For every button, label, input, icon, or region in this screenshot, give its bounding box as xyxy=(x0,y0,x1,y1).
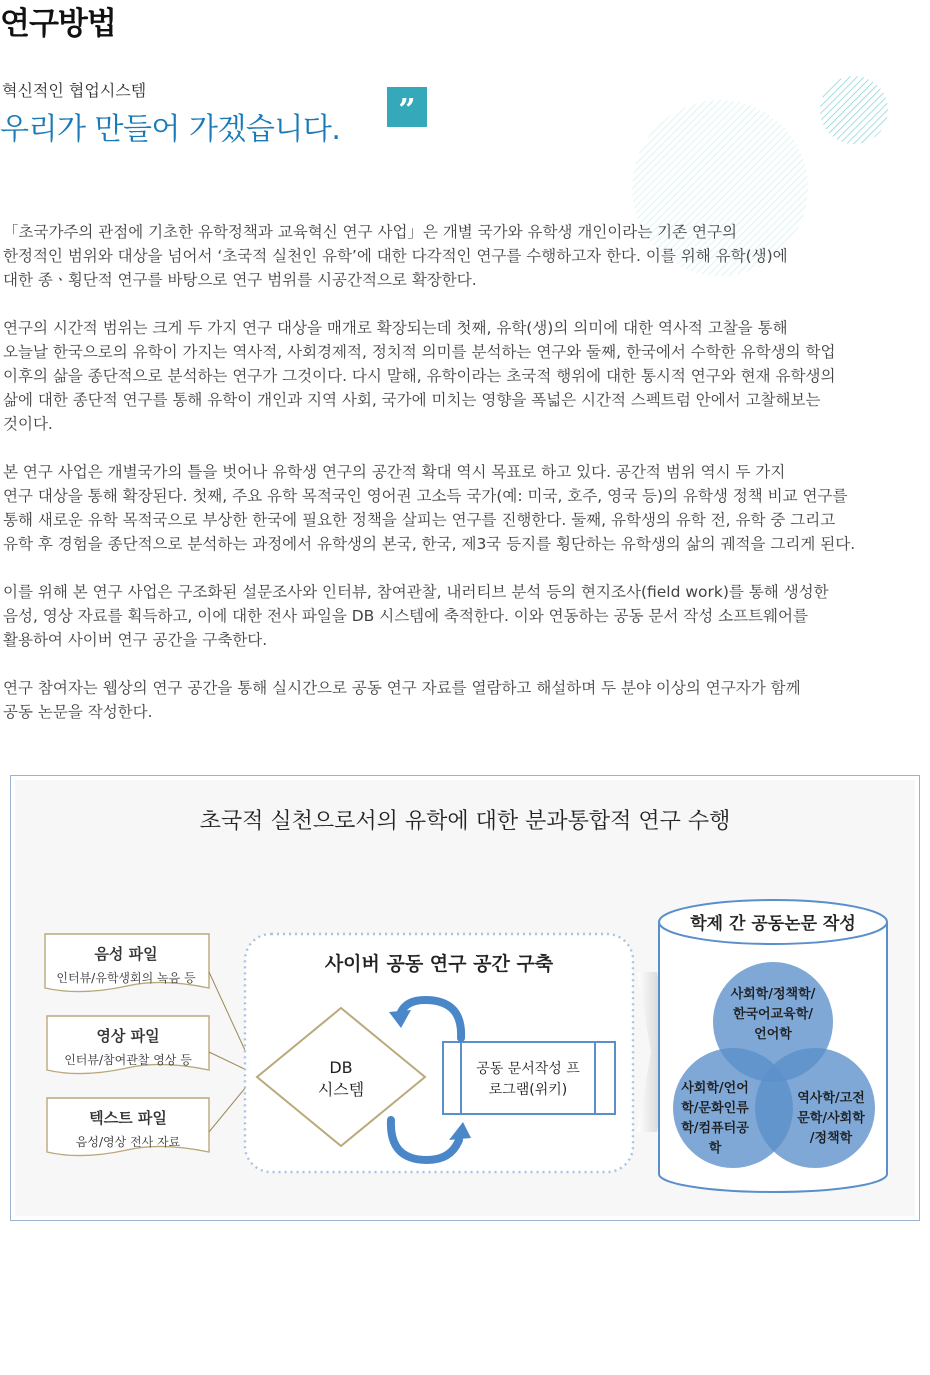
file-audio xyxy=(45,934,209,992)
file-video-desc: 인터뷰/참여관찰 영상 등 xyxy=(64,1053,192,1067)
paragraph-5: 연구 참여자는 웹상의 연구 공간을 통해 실시간으로 공동 연구 자료를 열람하고 해설하며 두 분야 이상의 연구자가 함께 공동 논문을 작성한다. xyxy=(3,679,801,721)
file-text-desc: 음성/영상 전사 자료 xyxy=(75,1135,181,1149)
venn-left-line3: 학/컴퓨터공 xyxy=(681,1121,749,1136)
wiki-program-box xyxy=(443,1042,615,1114)
paragraph-2: 연구의 시간적 범위는 크게 두 가지 연구 대상을 매개로 확장되는데 첫째, 유학(생)의 의미에 대한 역사적 고찰을 통해 오늘날 한국으로의 유학이 가지는 역사적, 사회경제적, 정치적 의미를 분석하는 연구와 둘째, 한국에서 수학한 유학생의 학업 이후의 삶을 종단적으로 분석하는 연구가 그것이다. 다시 말해, 유학이라는 초국적 행위에 대한 통시적 연구와 현재 유학생의 삶에 대한 종단적 연구를 통해 유학이 개인과 지역 사회, 국가에 미치는 영향을 폭넓은 시간적 스펙트럼 안에서 고찰해보는 것이다. xyxy=(3,319,836,433)
db-label-line1: DB xyxy=(329,1058,353,1077)
venn-top-line2: 한국어교육학/ xyxy=(732,1007,814,1022)
venn-right-line2: 문학/사회학 xyxy=(797,1111,865,1126)
file-video-name: 영상 파일 xyxy=(96,1027,160,1045)
body-text xyxy=(3,220,928,748)
subtitle: 혁신적인 협업시스템 xyxy=(2,81,147,100)
venn-top-line1: 사회학/정책학/ xyxy=(730,987,816,1002)
cyber-space-title: 사이버 공동 연구 공간 구축 xyxy=(324,953,554,975)
venn-left-line1: 사회학/언어 xyxy=(681,1081,749,1096)
paragraph-3: 본 연구 사업은 개별국가의 틀을 벗어나 유학생 연구의 공간적 확대 역시 목표로 하고 있다. 공간적 범위 역시 두 가지 연구 대상을 통해 확장된다. 첫째, 주요 유학 목적국인 영어권 고소득 국가(예: 미국, 호주, 영국 등)의 유학생 정책 비교 연구를 통해 새로운 유학 목적국으로 부상한 한국에 필요한 정책을 살피는 연구를 진행한다. 둘째, 유학생의 유학 전, 유학 중 그리고 유학 후 경험을 종단적으로 분석하는 과정에서 유학생의 본국, 한국, 제3국 등지를 횡단하는 유학생의 삶의 궤적을 그리게 된다. xyxy=(3,463,856,553)
file-audio-name: 음성 파일 xyxy=(94,945,158,963)
venn-left-line4: 학 xyxy=(708,1141,722,1156)
quote-icon: ” xyxy=(387,87,427,127)
venn-top-line3: 언어학 xyxy=(754,1027,792,1042)
headline: 우리가 만들어 가겠습니다. xyxy=(0,112,341,147)
diagram-title: 초국적 실천으로서의 유학에 대한 분과통합적 연구 수행 xyxy=(199,809,731,834)
paragraph-4: 이를 위해 본 연구 사업은 구조화된 설문조사와 인터뷰, 참여관찰, 내러티브 분석 등의 현지조사(field work)를 통해 생성한 음성, 영상 자료를 획득하고, 이에 대한 전사 파일을 DB 시스템에 축적한다. 이와 연동하는 공동 문서 작성 소프트웨어를 활용하여 사이버 연구 공간을 구축한다. xyxy=(3,583,829,649)
db-label-line2: 시스템 xyxy=(317,1080,365,1099)
program-label-line2: 로그램(위키) xyxy=(488,1082,568,1098)
small-hatched-circle xyxy=(820,76,888,144)
venn-circle-right xyxy=(755,1048,875,1168)
program-label-line1: 공동 문서작성 프 xyxy=(476,1061,580,1077)
venn-right-line1: 역사학/고전 xyxy=(797,1091,865,1106)
page-title: 연구방법 xyxy=(0,6,116,42)
paragraph-1: 「초국가주의 관점에 기초한 유학정책과 교육혁신 연구 사업」은 개별 국가와 유학생 개인이라는 기존 연구의 한정적인 범위와 대상을 넘어서 ‘초국적 실천인 유학’에 대한 다각적인 연구를 수행하고자 한다. 이를 위해 유학(생)에 대한 종ㆍ횡단적 연구를 바탕으로 연구 범위를 시공간적으로 확장한다. xyxy=(3,223,788,289)
venn-left-line2: 학/문화인류 xyxy=(681,1101,749,1116)
file-text xyxy=(47,1098,209,1156)
research-diagram xyxy=(10,775,920,1221)
file-video xyxy=(47,1016,209,1074)
cylinder-title: 학제 간 공동논문 작성 xyxy=(690,914,856,934)
venn-right-line3: /정책학 xyxy=(809,1131,853,1146)
diagram-canvas xyxy=(11,776,919,1220)
file-text-name: 텍스트 파일 xyxy=(89,1109,167,1127)
file-audio-desc: 인터뷰/유학생회의 녹음 등 xyxy=(56,971,196,985)
